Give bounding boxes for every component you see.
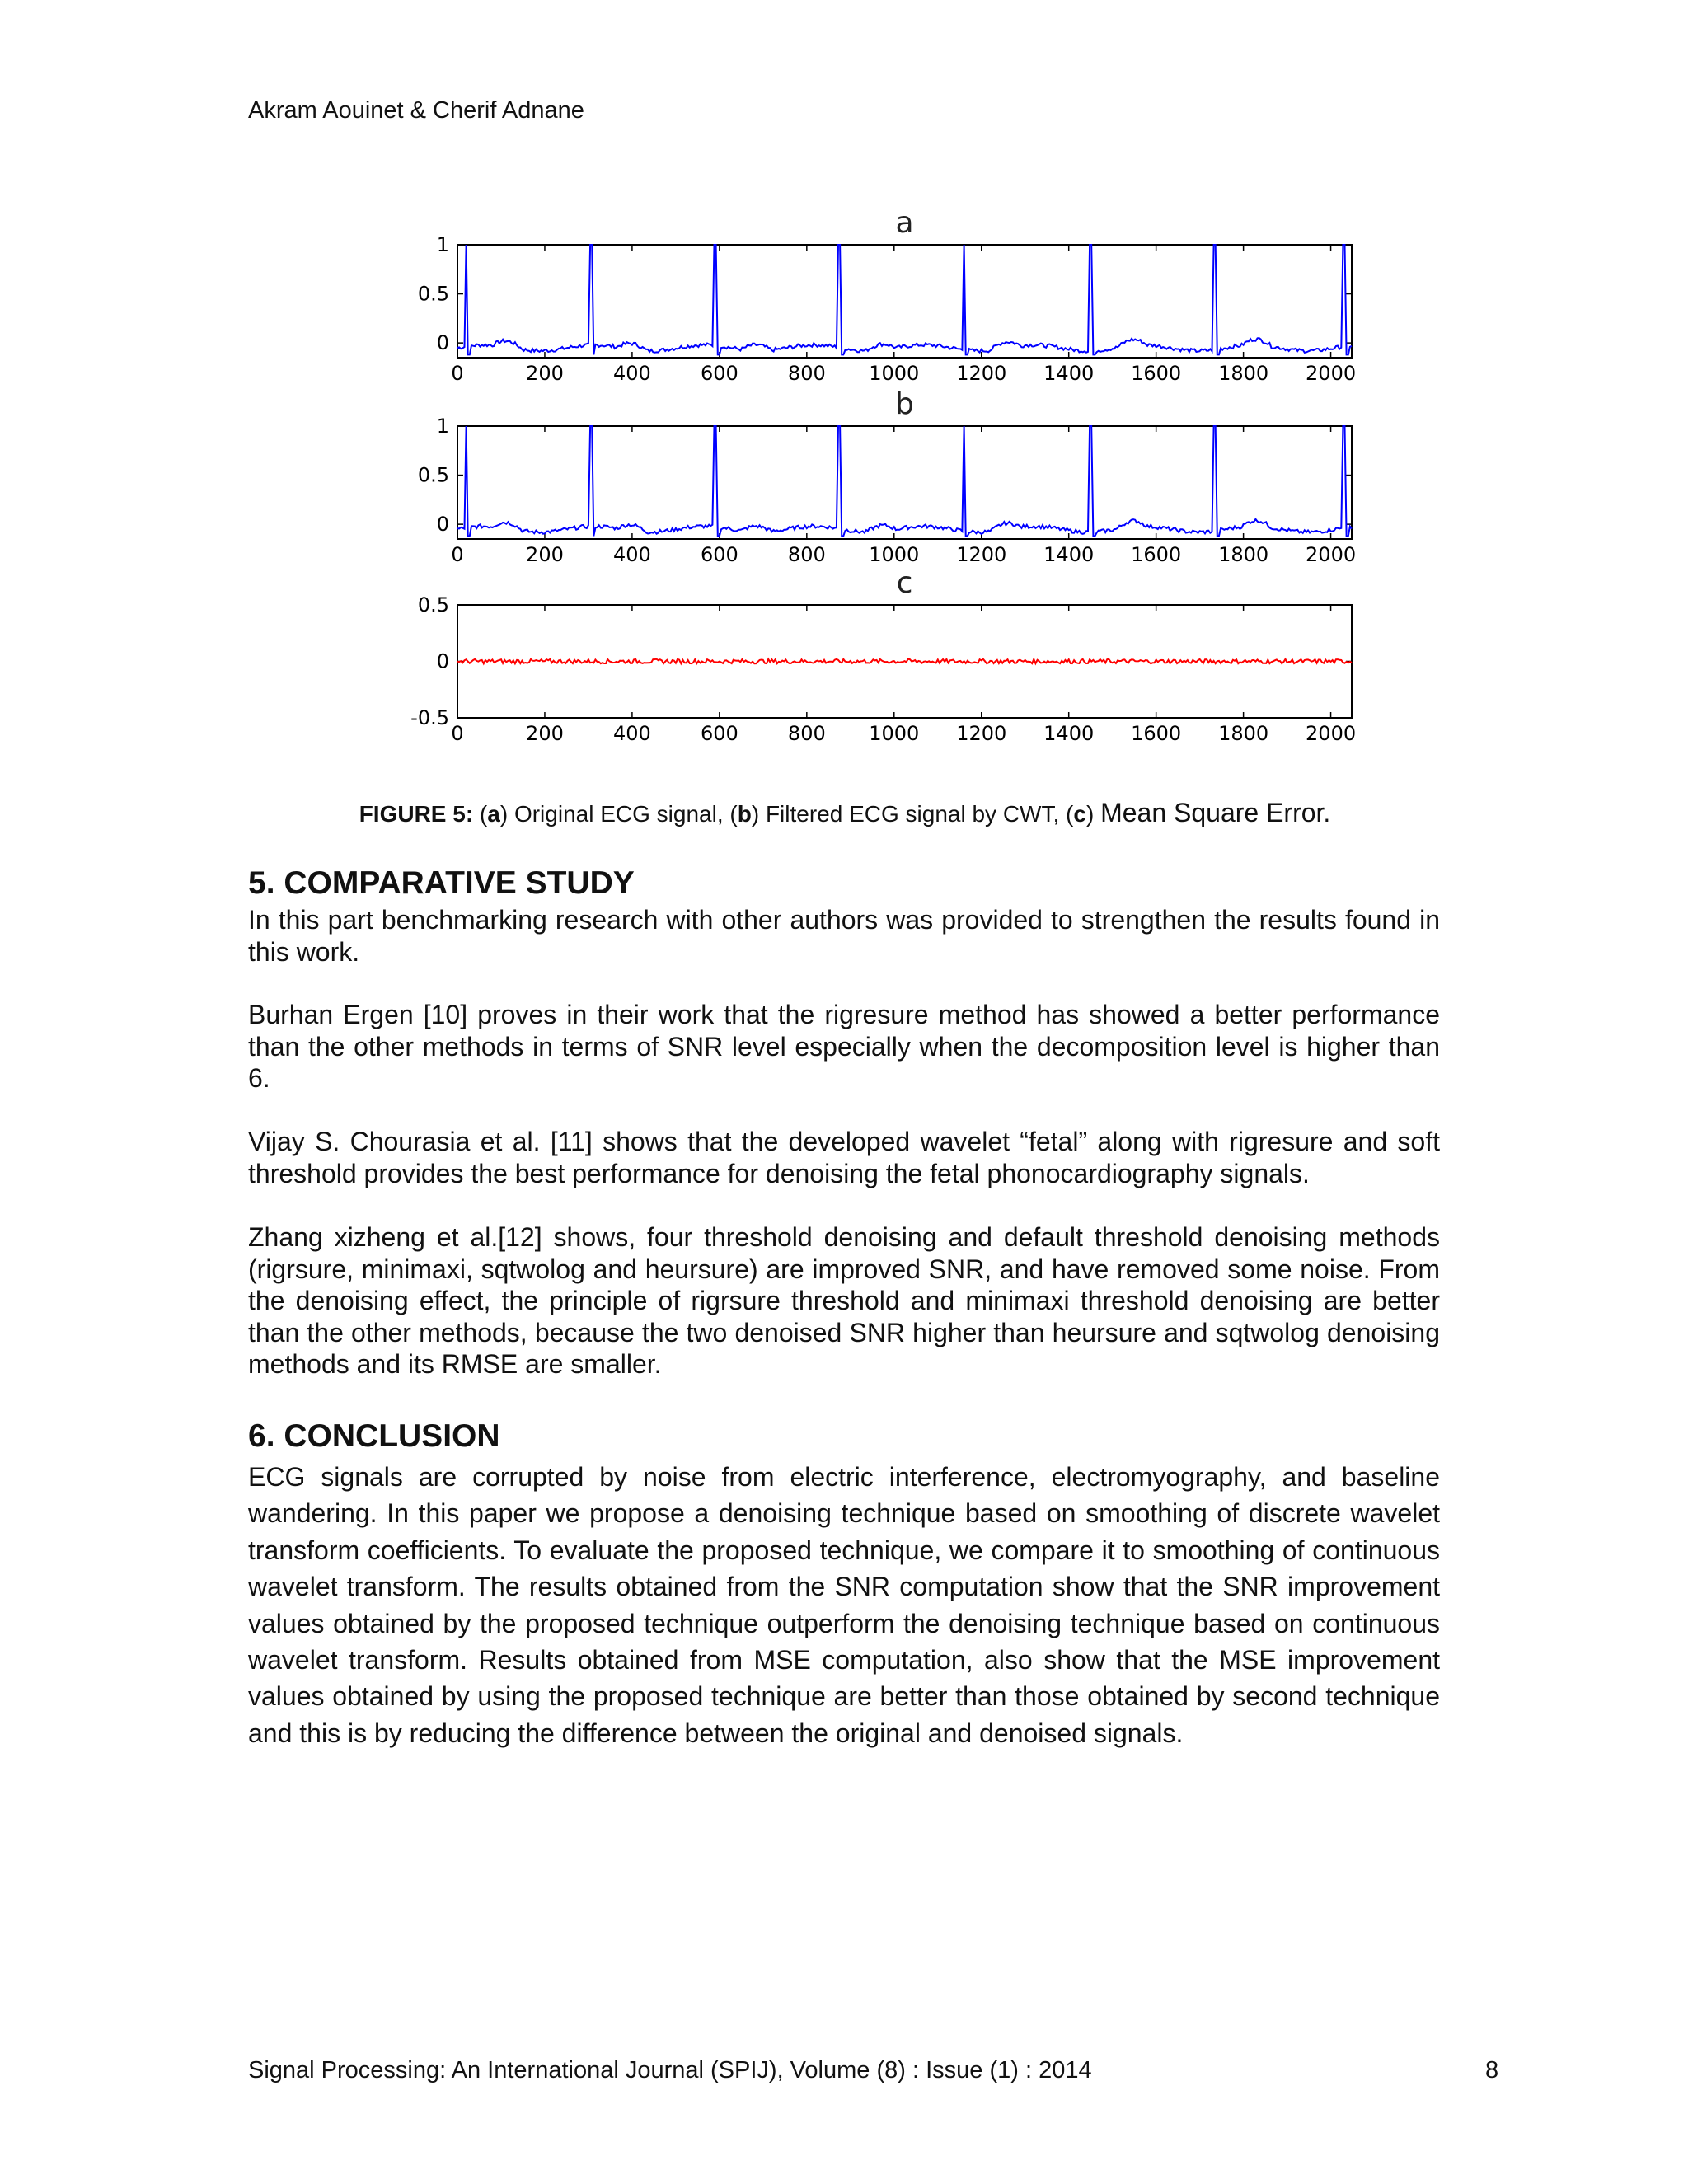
page-number: 8 (1485, 2057, 1499, 2083)
y-tick-label: 0 (436, 649, 449, 673)
y-tick-label: 1 (436, 233, 449, 256)
x-tick-label: 1800 (1218, 362, 1269, 385)
x-tick-label: 2000 (1306, 362, 1357, 385)
x-tick-label: 1200 (956, 722, 1007, 745)
x-tick-label: 1000 (869, 722, 920, 745)
y-tick-label: 0 (436, 513, 449, 537)
footer-journal: Signal Processing: An International Journal (SPIJ), Volume (8) : Issue (1) : 2014 (248, 2057, 1092, 2083)
x-tick-label: 1600 (1131, 722, 1182, 745)
x-tick-label: 200 (526, 722, 564, 745)
x-tick-label: 1400 (1043, 543, 1095, 566)
figure-5 (387, 194, 1368, 754)
running-header: Akram Aouinet & Cherif Adnane (248, 97, 584, 124)
x-tick-label: 0 (451, 362, 464, 385)
y-tick-label: 0.5 (417, 463, 449, 487)
y-tick-label: 0.5 (417, 593, 449, 616)
x-tick-label: 1600 (1131, 543, 1182, 566)
paragraph: ECG signals are corrupted by noise from electric interference, electromyography, and baseline wandering. In this paper we propose a denoising technique based on smoothing of discrete wavelet transform coefficients. To evaluate the proposed technique, we compare it to smoothing of continuous wavelet transform. The results obtained from the SNR computation show that the SNR improvement values obtained by the proposed technique outperform the denoising technique based on continuous wavelet transform. Results obtained from MSE computation, also show that the MSE improvement values obtained by using the proposed technique are better than those obtained by second technique and this is by reducing the difference between the original and denoised signals. (248, 1462, 1440, 1748)
x-tick-label: 800 (787, 362, 826, 385)
paragraph: Burhan Ergen [10] proves in their work that the rigresure method has showed a better performance than the other methods in terms of SNR level especially when the decomposition level is higher than 6. (248, 1000, 1440, 1093)
signal-line (457, 426, 1352, 536)
panel-title: a (895, 206, 914, 240)
paragraph: In this part benchmarking research with other authors was provided to strengthen the results found in this work. (248, 905, 1440, 967)
caption-c: c (1073, 801, 1086, 827)
x-tick-label: 200 (526, 362, 564, 385)
panel-title: c (896, 566, 913, 600)
signal-line (457, 245, 1352, 354)
panel-title: b (895, 387, 914, 421)
caption-text-a: Original ECG signal, (513, 801, 724, 827)
figure-caption: FIGURE 5: (a) Original ECG signal, (b) Filtered ECG signal by CWT, (c) Mean Square Error. (359, 798, 1331, 827)
signal-line (457, 659, 1352, 663)
x-tick-label: 1400 (1043, 722, 1095, 745)
section-title-comparative: 5. COMPARATIVE STUDY (248, 865, 635, 901)
x-tick-label: 600 (700, 543, 738, 566)
x-tick-label: 1000 (869, 362, 920, 385)
caption-text-b: Filtered ECG signal by CWT, (765, 801, 1060, 827)
y-tick-label: 0 (436, 331, 449, 355)
x-tick-label: 2000 (1306, 543, 1357, 566)
y-tick-label: -0.5 (410, 706, 449, 729)
x-tick-label: 1800 (1218, 722, 1269, 745)
x-tick-label: 2000 (1306, 722, 1357, 745)
x-tick-label: 1000 (869, 543, 920, 566)
caption-text-c: Mean Square Error. (1100, 798, 1331, 827)
x-tick-label: 800 (787, 543, 826, 566)
caption-label: FIGURE 5: (359, 801, 474, 827)
x-tick-label: 1400 (1043, 362, 1095, 385)
x-tick-label: 0 (451, 543, 464, 566)
x-tick-label: 1600 (1131, 362, 1182, 385)
x-tick-label: 200 (526, 543, 564, 566)
section-title-conclusion: 6. CONCLUSION (248, 1418, 500, 1454)
x-tick-label: 400 (613, 722, 651, 745)
x-tick-label: 1800 (1218, 543, 1269, 566)
x-tick-label: 0 (451, 722, 464, 745)
y-tick-label: 1 (436, 415, 449, 438)
paragraph: Zhang xizheng et al.[12] shows, four threshold denoising and default threshold denoising methods (rigrsure, minimaxi, sqtwolog and heursure) are improved SNR, and have removed some noise. From the denoising effect, the principle of rigrsure threshold and minimaxi threshold denoising are better than the other methods, because the two denoised SNR higher than heursure and sqtwolog denoising methods and its RMSE are smaller. (248, 1222, 1440, 1379)
x-tick-label: 600 (700, 722, 738, 745)
caption-a: a (487, 801, 500, 827)
y-tick-label: 0.5 (417, 282, 449, 306)
x-tick-label: 600 (700, 362, 738, 385)
x-tick-label: 1200 (956, 362, 1007, 385)
x-tick-label: 1200 (956, 543, 1007, 566)
caption-b: b (737, 801, 752, 827)
x-tick-label: 400 (613, 362, 651, 385)
paragraph: Vijay S. Chourasia et al. [11] shows that the developed wavelet “fetal” along with rigresure and soft threshold provides the best performance for denoising the fetal phonocardiography signals. (248, 1127, 1440, 1188)
x-tick-label: 400 (613, 543, 651, 566)
ecg-figure-chart (387, 194, 1368, 754)
x-tick-label: 800 (787, 722, 826, 745)
